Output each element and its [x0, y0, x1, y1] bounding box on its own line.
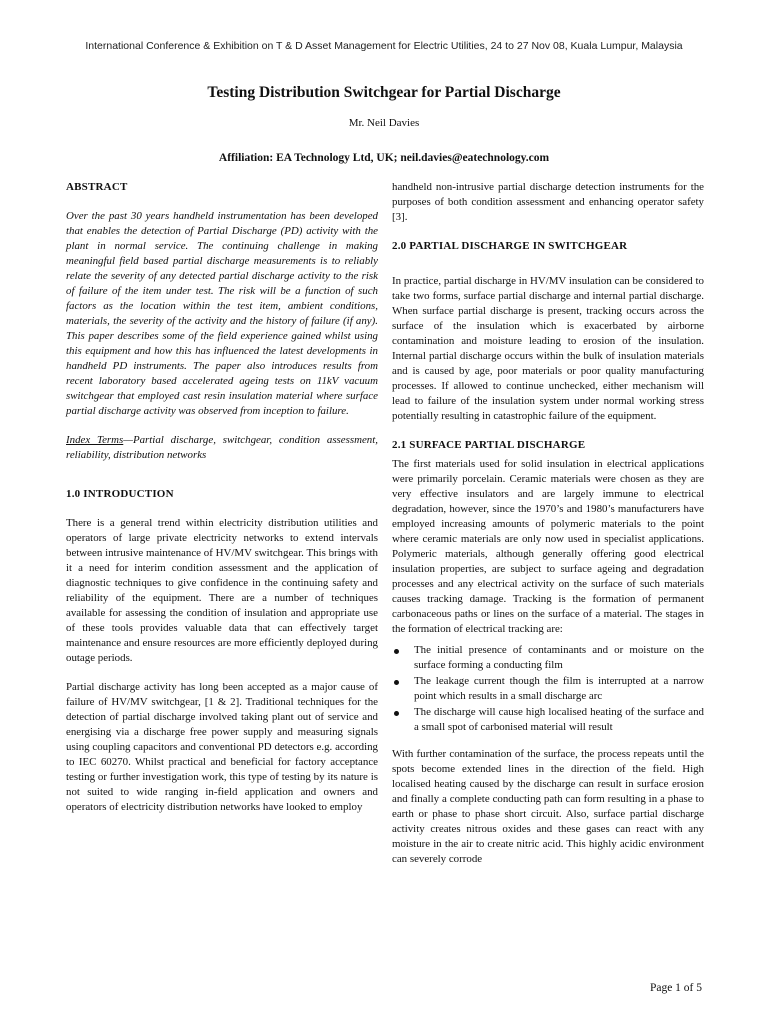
section2-paragraph-1: In practice, partial discharge in HV/MV insulation can be considered to take two forms, surface partial discharge and internal partial discharge. When surface partial discharge is present, tracking occurs across the surface of the insulation which is exacerbated by airborne contamination and moisture leading to erosion of the insulation. Internal partial discharge occurs within the bulk of insulation materials and is caused by age, poor materials or poor quality manufacturing processes. If allowed to continue unchecked, either mechanism will lead to failure of the insulation system under normal working stress potentially resulting in catastrophic failure of the equipment.: [392, 275, 704, 422]
intro-heading: 1.0 INTRODUCTION: [66, 488, 174, 500]
paper-affiliation: Affiliation: EA Technology Ltd, UK; neil.davies@eatechnology.com: [218, 152, 550, 164]
right-column: [392, 180, 704, 881]
paper-title: Testing Distribution Switchgear for Partial Discharge: [207, 84, 561, 101]
intro-paragraph-1: There is a general trend within electricity distribution utilities and operators of large private electricity networks to extend intervals between intrusive maintenance of HV/MV switchgear. This brings with it a need for interim condition assessment and the application of diagnostic techniques to give confidence in the continuing safety and reliability of the equipment. There are a number of techniques available for assessing the condition of insulation and appropriate use of these tools provides valuable data that can effectively target maintenance and ensure resources are more efficiently deployed during outage periods.: [66, 517, 378, 664]
tracking-stages-list: [392, 643, 704, 735]
index-terms-text: —Partial discharge, switchgear, condition assessment, reliability, distribution networks: [66, 434, 379, 461]
intro-paragraph-2: Partial discharge activity has long been accepted as a major cause of failure of HV/MV switchgear, [1 & 2]. Traditional techniques for the detection of partial discharge involved taking plant out of service and energising via a discharge free power supply and measuring signals using coupling capacitors and conventional PD detectors e.g. according to IEC 60270. Whilst practical and beneficial for factory acceptance testing or further investigation work, this type of testing by its nature is not suited to wide ranging in-field application and owners and operators of electricity distribution networks have looked to employ: [66, 681, 378, 813]
bullet-icon: [394, 680, 399, 685]
index-terms: [66, 433, 378, 463]
paper-author: Mr. Neil Davies: [348, 117, 420, 129]
list-item: The initial presence of contaminants and or moisture on the surface forming a conducting film: [392, 643, 704, 673]
left-column: [66, 180, 378, 829]
section2-heading: 2.0 PARTIAL DISCHARGE IN SWITCHGEAR: [392, 240, 628, 252]
abstract-heading: ABSTRACT: [66, 181, 128, 193]
list-item: The discharge will cause high localised heating of the surface and a small spot of carbonised material will result: [392, 705, 704, 735]
section21-paragraph-2: With further contamination of the surface, the process repeats until the spots become extended lines in the direction of the field. High localised heating caused by the discharge can result in surface erosion and finally a complete conducting path can form resulting in a phase to earth or phase to phase short circuit. Also, surface partial discharge activity creates nitrous oxides and these gases can react with any moisture in the air to create nitric acid. This highly acidic environment can severely corrode: [392, 748, 704, 865]
abstract-text: Over the past 30 years handheld instrumentation has been developed that enables the detection of Partial Discharge (PD) activity with the plant in normal service. The continuing challenge in making meaningful field based partial discharge measurements is to reliably relate the severity of any detected partial discharge activity to the risk of failure of the item under test. The risk will be a function of such factors as the location within the test item, ambient conditions, materials, the severity of the activity and the history of failure (if any). This paper describes some of the field experience gained whilst using this equipment and how this has influenced the latest developments in handheld PD instruments. The paper also introduces results from recent laboratory based accelerated ageing tests on 11kV vacuum switchgear that employed cast resin insulation material where surface partial discharge activity was observed from inception to failure.: [66, 210, 378, 417]
page-number: Page 1 of 5: [649, 982, 702, 994]
bullet-icon: [394, 649, 399, 654]
section21-paragraph-1: The first materials used for solid insulation in electrical applications were primarily porcelain. Ceramic materials were chosen as they are very effective insulators and are largely immune to electrical degradation, however, since the 1970’s and 1980’s manufacturers have employed increasing amounts of polymeric materials to the point where ceramic materials are only now used in specialist applications. Polymeric materials, although generally offering good electrical insulation properties, are subject to surface ageing and degradation processes and any electrical activity on the surface of such materials causes tracking damage. Tracking is the formation of permanent carbonaceous paths or lines on the surface of a material. The stages in the formation of electrical tracking are:: [392, 458, 704, 635]
index-terms-label: Index Terms: [66, 434, 124, 446]
section21-heading: 2.1 SURFACE PARTIAL DISCHARGE: [392, 439, 586, 451]
intro-paragraph-3: handheld non-intrusive partial discharge detection instruments for the purposes of both condition assessment and enhancing operator safety [3].: [392, 181, 704, 223]
conference-header: International Conference & Exhibition on T & D Asset Management for Electric Utilities, 24 to 27 Nov 08, Kuala Lumpur, Malaysia: [85, 40, 683, 52]
bullet-icon: [394, 711, 399, 716]
list-item: The leakage current though the film is interrupted at a narrow point which results in a small discharge arc: [392, 674, 704, 704]
